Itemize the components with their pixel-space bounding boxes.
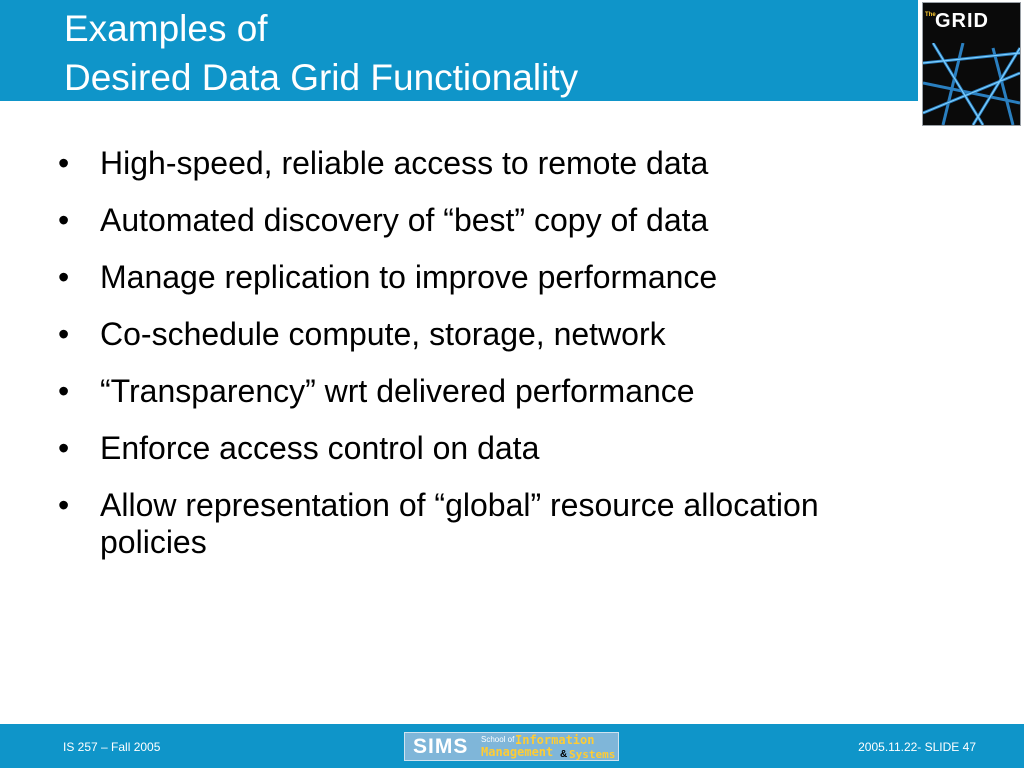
bullet-text: High-speed, reliable access to remote data bbox=[100, 145, 709, 181]
header-band bbox=[0, 0, 918, 101]
slide-title-line-1: Examples of bbox=[64, 8, 268, 49]
bullet-item bbox=[58, 316, 918, 353]
bullet-marker: • bbox=[58, 202, 70, 238]
footer-slide-number: 2005.11.22- SLIDE 47 bbox=[858, 740, 976, 754]
footer-course-label: IS 257 – Fall 2005 bbox=[63, 740, 161, 754]
book-title: GRID bbox=[935, 10, 989, 32]
bullet-item bbox=[58, 259, 918, 296]
bullet-marker: • bbox=[58, 259, 70, 295]
bullet-item bbox=[58, 202, 918, 239]
bullet-item bbox=[58, 373, 918, 410]
bullet-marker: • bbox=[58, 373, 70, 409]
bullet-marker: • bbox=[58, 487, 70, 523]
sims-logo-text: SIMS bbox=[413, 735, 469, 758]
slide-title bbox=[64, 4, 578, 102]
sims-logo-school-of: School of bbox=[481, 735, 515, 744]
slide-title-line-2: Desired Data Grid Functionality bbox=[64, 57, 579, 98]
sims-logo-information: Information bbox=[515, 733, 595, 747]
sims-logo-ampersand: & bbox=[560, 749, 568, 760]
bullet-list bbox=[58, 145, 918, 581]
bullet-text: Allow representation of “global” resource allocation policies bbox=[100, 487, 819, 560]
bullet-marker: • bbox=[58, 145, 70, 181]
bullet-item bbox=[58, 487, 840, 561]
sims-logo-management: Management bbox=[481, 745, 554, 759]
bullet-text: Enforce access control on data bbox=[100, 430, 540, 466]
book-title-prefix: The bbox=[925, 12, 936, 18]
bullet-item bbox=[58, 430, 918, 467]
bullet-marker: • bbox=[58, 316, 70, 352]
sims-logo bbox=[404, 732, 619, 761]
bullet-text: Automated discovery of “best” copy of data bbox=[100, 202, 709, 238]
footer-band bbox=[0, 724, 1024, 768]
sims-logo-systems: Systems bbox=[569, 748, 616, 761]
bullet-text: Co-schedule compute, storage, network bbox=[100, 316, 666, 352]
bullet-marker: • bbox=[58, 430, 70, 466]
bullet-item bbox=[58, 145, 918, 182]
bullet-text: “Transparency” wrt delivered performance bbox=[100, 373, 695, 409]
grid-book-cover-image bbox=[922, 2, 1021, 126]
bullet-text: Manage replication to improve performance bbox=[100, 259, 718, 295]
